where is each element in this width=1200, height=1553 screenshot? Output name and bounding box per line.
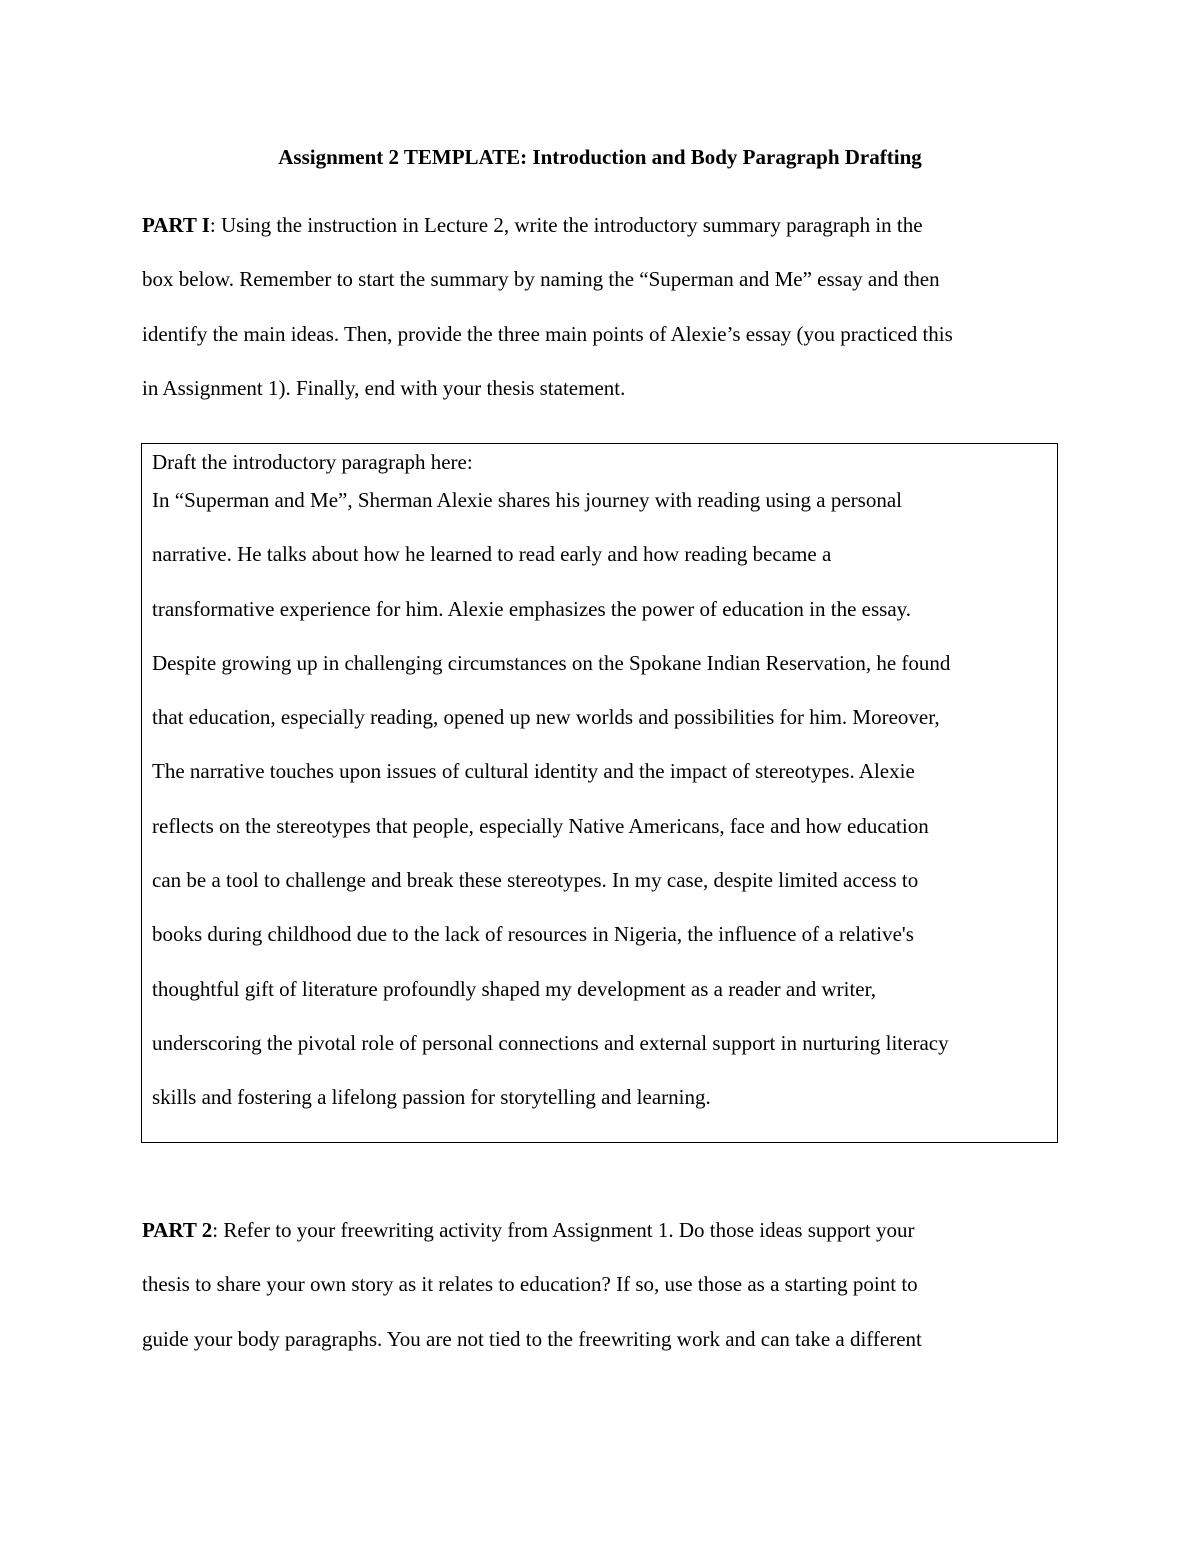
draft-line: In “Superman and Me”, Sherman Alexie shares his journey with reading using a personal (152, 488, 902, 512)
draft-line: skills and fostering a lifelong passion for storytelling and learning. (152, 1085, 711, 1110)
draft-line: can be a tool to challenge and break these stereotypes. In my case, despite limited access to (152, 868, 919, 893)
draft-line: thoughtful gift of literature profoundly shaped my development as a reader and writer, (152, 976, 877, 1001)
draft-line: underscoring the pivotal role of personal connections and external support in nurturing literacy (152, 1030, 949, 1055)
part1-line-text: : Using the instruction in Lecture 2, write the introductory summary paragraph in the (209, 213, 923, 237)
draft-line: narrative. He talks about how he learned to read early and how reading became a (152, 542, 832, 567)
part1-label: PART I (142, 213, 210, 237)
part2-line (142, 1203, 1072, 1257)
draft-line: The narrative touches upon issues of cultural identity and the impact of stereotypes. Alexie (152, 759, 915, 784)
part1-line: in Assignment 1). Finally, end with your thesis statement. (142, 375, 626, 400)
draft-line: books during childhood due to the lack of resources in Nigeria, the influence of a relative's (152, 922, 914, 947)
part1-instructions (142, 198, 1072, 415)
part2-label: PART 2 (142, 1218, 213, 1242)
draft-paragraph-text[interactable] (152, 473, 950, 1125)
part2-line: guide your body paragraphs. You are not tied to the freewriting work and can take a different (142, 1326, 922, 1351)
draft-box-heading: Draft the introductory paragraph here: (152, 450, 473, 474)
draft-line: that education, especially reading, opened up new worlds and possibilities for him. Moreover, (152, 705, 940, 730)
part1-line: box below. Remember to start the summary by naming the “Superman and Me” essay and then (142, 267, 940, 292)
part2-line: thesis to share your own story as it relates to education? If so, use those as a starting point to (142, 1272, 918, 1297)
draft-paragraph-content[interactable] (152, 447, 950, 1125)
document-title: Assignment 2 TEMPLATE: Introduction and Body Paragraph Drafting (278, 145, 922, 169)
part2-line-text: : Refer to your freewriting activity from Assignment 1. Do those ideas support your (212, 1218, 915, 1242)
draft-paragraph-box[interactable] (141, 443, 1058, 1143)
draft-line: transformative experience for him. Alexie emphasizes the power of education in the essay. (152, 596, 912, 621)
part1-line: identify the main ideas. Then, provide the three main points of Alexie’s essay (you practiced this (142, 321, 953, 346)
part1-line (142, 198, 1072, 252)
draft-line: reflects on the stereotypes that people, especially Native Americans, face and how education (152, 813, 929, 838)
part2-instructions (142, 1203, 1072, 1366)
draft-line: Despite growing up in challenging circumstances on the Spokane Indian Reservation, he found (152, 650, 951, 675)
